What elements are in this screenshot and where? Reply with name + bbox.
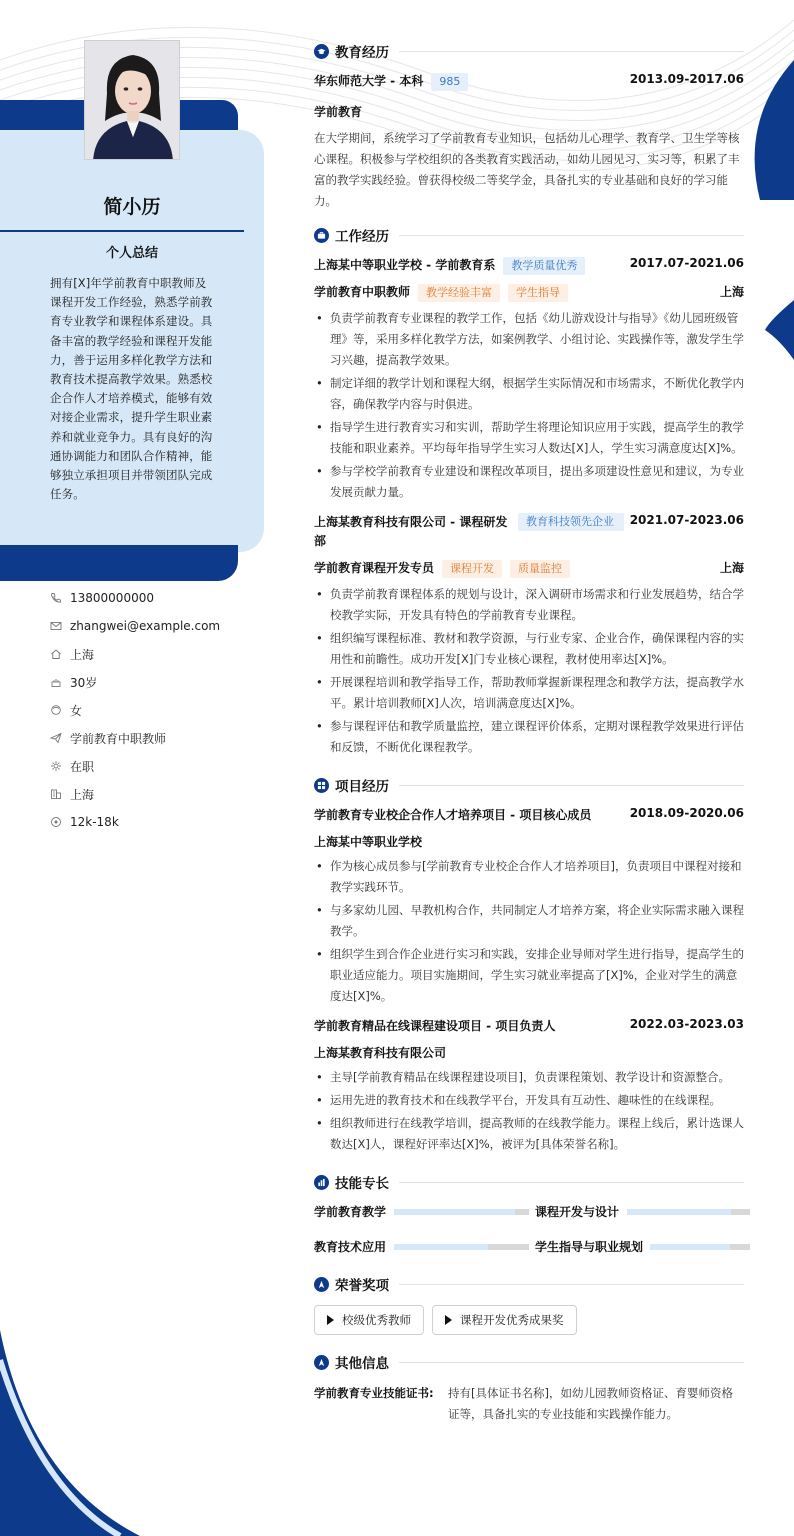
section-education-header: [314, 40, 744, 62]
education-major: 学前教育: [314, 105, 363, 119]
graduation-cap-icon: [314, 44, 329, 59]
project-org: 上海某教育科技有限公司: [314, 1046, 447, 1060]
section-education-title: 教育经历: [335, 45, 389, 61]
work-bullet: • 开展课程培训和教学指导工作，帮助教师掌握新课程理念和教学方法，提高教学水平。累计培训教师[X]人次，培训满意度达[X]%。: [314, 672, 744, 714]
info-location-text: 上海: [70, 647, 95, 662]
work-company: 上海某教育科技有限公司 - 课程研发部: [314, 515, 508, 548]
skill-bar: [394, 1209, 529, 1215]
play-icon: [327, 1315, 334, 1325]
skill-bar: [650, 1244, 750, 1250]
info-status-text: 在职: [70, 759, 95, 774]
work-bullet: • 参与课程评估和教学质量监控，建立课程评价体系，定期对课程教学效果进行评估和反馈，不断优化课程教学。: [314, 716, 744, 758]
award-label: 校级优秀教师: [342, 1313, 411, 1327]
skill-name: 教育技术应用: [314, 1240, 387, 1254]
award-icon: [314, 1277, 329, 1292]
section-skills-title: 技能专长: [335, 1176, 389, 1192]
info-phone: [50, 584, 250, 612]
skill-bar-fill: [627, 1209, 732, 1215]
award-item: [314, 1305, 424, 1335]
section-other-header: [314, 1351, 744, 1373]
phone-icon: [50, 592, 62, 604]
mail-icon: [50, 620, 62, 632]
project-bullet: • 与多家幼儿园、早教机构合作，共同制定人才培养方案，将企业实际需求融入课程教学。: [314, 900, 744, 942]
project-title: 学前教育专业校企合作人才培养项目 - 项目核心成员: [314, 808, 592, 822]
candidate-name: 简小历: [103, 196, 161, 218]
work-item-2: [314, 513, 744, 758]
main-content: [314, 40, 744, 1425]
summary-text: 拥有[X]年学前教育中职教师及课程开发工作经验，熟悉学前教育专业教学和课程体系建设。具备丰富的教学经验和课程开发能力，善于运用多样化教学方法和教育技术提高教学效果。熟悉校企合作人才培养模式，能够有效对接企业需求，提升学生职业素养和就业竞争力。具有良好的沟通协调能力和团队合作精神，能够独立承担项目并带领团队完成任务。: [50, 276, 213, 502]
skill-item: [535, 1203, 750, 1220]
info-salary: [50, 808, 250, 836]
summary-title: 个人总结: [105, 246, 158, 261]
work-role-row: [314, 283, 744, 302]
section-skills-header: [314, 1171, 744, 1193]
other-info-row: [314, 1383, 744, 1425]
project-bullets: [314, 856, 744, 1007]
skill-bar: [394, 1244, 529, 1250]
skill-item: [314, 1203, 529, 1220]
education-row: [314, 72, 744, 91]
age-icon: [50, 676, 62, 688]
project-date: 2018.09-2020.06: [629, 806, 744, 820]
info-city: [50, 780, 250, 808]
work-city: 上海: [719, 285, 744, 299]
avatar: [84, 40, 180, 160]
info-age: [50, 668, 250, 696]
info-gender-text: 女: [70, 703, 83, 718]
grid-icon: [314, 778, 329, 793]
work-role-tag: 课程开发: [442, 560, 502, 578]
section-divider: [399, 1284, 744, 1285]
skill-item: [314, 1238, 529, 1255]
skill-bar-fill: [394, 1244, 489, 1250]
bar-chart-icon: [314, 1175, 329, 1190]
work-company-tag: 教育科技领先企业: [518, 513, 624, 531]
skills-grid: [314, 1203, 744, 1255]
section-awards-header: [314, 1273, 744, 1295]
project-bullet: • 主导[学前教育精品在线课程建设项目]，负责课程策划、教学设计和资源整合。: [314, 1067, 744, 1088]
home-icon: [50, 648, 62, 660]
work-date: 2021.07-2023.06: [629, 513, 744, 527]
info-gender: [50, 696, 250, 724]
work-role: 学前教育中职教师: [314, 285, 411, 299]
work-bullet: • 参与学校学前教育专业建设和课程改革项目，提出多项建设性意见和建议，为专业发展贡献力量。: [314, 461, 744, 503]
work-role: 学前教育课程开发专员: [314, 561, 435, 575]
section-work-header: [314, 224, 744, 246]
work-bullet: • 指导学生进行教育实习和实训，帮助学生将理论知识应用于实践，提高学生的教学技能和职业素养。平均每年指导学生实习人数达[X]人，学生实习满意度达[X]%。: [314, 417, 744, 459]
building-icon: [50, 788, 62, 800]
work-role-row: [314, 559, 744, 578]
project-date: 2022.03-2023.03: [629, 1017, 744, 1031]
education-school: 华东师范大学 - 本科: [314, 74, 424, 88]
status-icon: [50, 760, 62, 772]
award-label: 课程开发优秀成果奖: [460, 1313, 564, 1327]
work-header-row: [314, 513, 744, 551]
info-badge-icon: [314, 1355, 329, 1370]
work-bullets: [314, 584, 744, 758]
info-age-text: 30岁: [70, 675, 98, 690]
project-bullet: • 运用先进的教育技术和在线教学平台，开发具有互动性、趣味性的在线课程。: [314, 1090, 744, 1111]
project-title: 学前教育精品在线课程建设项目 - 项目负责人: [314, 1019, 556, 1033]
send-icon: [50, 732, 62, 744]
briefcase-icon: [314, 228, 329, 243]
project-bullet: • 组织教师进行在线教学培训，提高教师的在线教学能力。课程上线后，累计选课人数达[X]人，课程好评率达[X]%，被评为[具体荣誉名称]。: [314, 1113, 744, 1155]
work-bullet: • 负责学前教育课程体系的规划与设计，深入调研市场需求和行业发展趋势，结合学校教学实际，开发具有特色的学前教育专业课程。: [314, 584, 744, 626]
info-salary-text: 12k-18k: [70, 815, 119, 829]
play-icon: [445, 1315, 452, 1325]
section-divider: [399, 785, 744, 786]
skill-bar-fill: [650, 1244, 730, 1250]
skill-bar-fill: [394, 1209, 516, 1215]
work-role-tag: 质量监控: [510, 560, 570, 578]
skill-item: [535, 1238, 750, 1255]
project-header-row: [314, 806, 744, 823]
gender-icon: [50, 704, 62, 716]
awards-list: [314, 1305, 744, 1335]
work-company-tag: 教学质量优秀: [503, 257, 585, 275]
work-bullets: [314, 308, 744, 503]
award-item: [432, 1305, 577, 1335]
skill-bar: [627, 1209, 750, 1215]
info-position: [50, 724, 250, 752]
section-divider: [399, 1182, 744, 1183]
name-divider: [0, 230, 244, 232]
project-bullets: [314, 1067, 744, 1155]
section-other-title: 其他信息: [335, 1356, 389, 1372]
work-role-tag: 学生指导: [508, 284, 568, 302]
work-role-tag: 教学经验丰富: [418, 284, 500, 302]
education-date: 2013.09-2017.06: [629, 72, 744, 86]
section-divider: [399, 235, 744, 236]
section-awards-title: 荣誉奖项: [335, 1278, 389, 1294]
salary-icon: [50, 816, 62, 828]
project-item-2: [314, 1017, 744, 1155]
project-header-row: [314, 1017, 744, 1034]
section-divider: [399, 51, 744, 52]
info-city-text: 上海: [70, 787, 95, 802]
info-email: [50, 612, 250, 640]
project-org: 上海某中等职业学校: [314, 835, 423, 849]
work-bullet: • 负责学前教育专业课程的教学工作，包括《幼儿游戏设计与指导》《幼儿园班级管理》等，采用多样化教学方法，如案例教学、小组讨论、实践操作等，激发学生学习兴趣，提高教学效果。: [314, 308, 744, 371]
section-projects-header: [314, 774, 744, 796]
info-location: [50, 640, 250, 668]
contact-info: [50, 584, 250, 836]
skill-name: 学生指导与职业规划: [535, 1240, 644, 1254]
work-bullet: • 组织编写课程标准、教材和教学资源，与行业专家、企业合作，确保课程内容的实用性和前瞻性。成功开发[X]门专业核心课程，教材使用率达[X]%。: [314, 628, 744, 670]
education-tag: 985: [431, 73, 468, 91]
info-position-text: 学前教育中职教师: [70, 731, 167, 746]
info-email-text[interactable]: zhangwei@example.com: [70, 619, 221, 633]
other-text: 持有[具体证书名称]，如幼儿园教师资格证、育婴师资格证等，具备扎实的专业技能和实践操作能力。: [448, 1386, 733, 1421]
work-item-1: [314, 256, 744, 503]
work-date: 2017.07-2021.06: [629, 256, 744, 270]
skill-name: 课程开发与设计: [535, 1205, 620, 1219]
info-status: [50, 752, 250, 780]
project-bullet: • 组织学生到合作企业进行实习和实践，安排企业导师对学生进行指导，提高学生的职业适应能力。项目实施期间，学生实习就业率提高了[X]%，企业对学生的满意度达[X]%。: [314, 944, 744, 1007]
education-desc: 在大学期间，系统学习了学前教育专业知识，包括幼儿心理学、教育学、卫生学等核心课程。积极参与学校组织的各类教育实践活动，如幼儿园见习、实习等，积累了丰富的教学实践经验。曾获得校级二等奖学金，具备扎实的专业基础和良好的学习能力。: [314, 131, 740, 208]
project-item-1: [314, 806, 744, 1007]
section-work-title: 工作经历: [335, 229, 389, 245]
work-company: 上海某中等职业学校 - 学前教育系: [314, 258, 496, 272]
work-city: 上海: [719, 561, 744, 575]
other-label: 学前教育专业技能证书:: [314, 1386, 434, 1400]
work-bullet: • 制定详细的教学计划和课程大纲，根据学生实际情况和市场需求，不断优化教学内容，确保教学内容与时俱进。: [314, 373, 744, 415]
info-phone-text[interactable]: 13800000000: [70, 591, 154, 605]
left-band-bottom: [0, 545, 238, 581]
work-header-row: [314, 256, 744, 275]
project-bullet: • 作为核心成员参与[学前教育专业校企合作人才培养项目]，负责项目中课程对接和教学实践环节。: [314, 856, 744, 898]
section-projects-title: 项目经历: [335, 779, 389, 795]
skill-name: 学前教育教学: [314, 1205, 387, 1219]
section-divider: [399, 1362, 744, 1363]
